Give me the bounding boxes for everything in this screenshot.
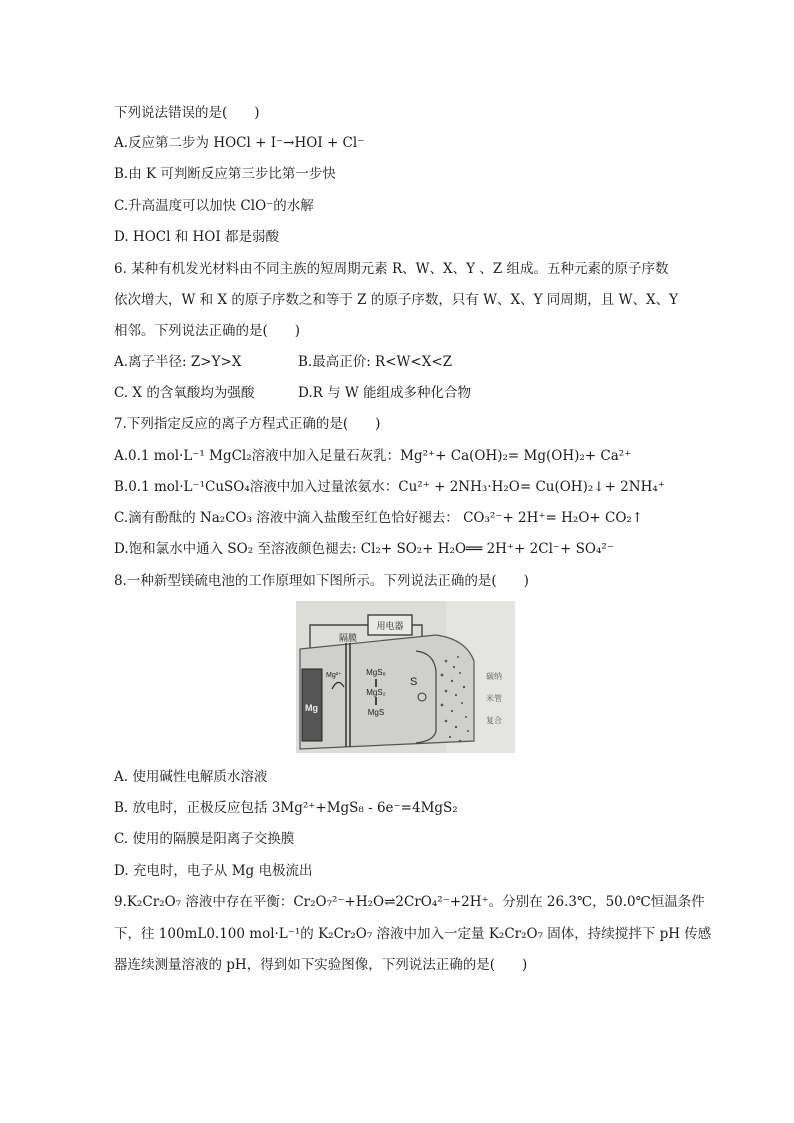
electrode-label: Mg: [305, 703, 318, 713]
right-label: 复合: [486, 716, 502, 725]
q6-stem-line1: 6. 某种有机发光材料由不同主族的短周期元素 R、W、X、Y 、Z 组成。五种元素的原子序数: [114, 261, 669, 277]
membrane-label: 隔膜: [338, 633, 358, 643]
q6-stem-line2: 依次增大，W 和 X 的原子序数之和等于 Z 的原子序数，只有 W、X、Y 同周期，且 W、X、Y: [114, 292, 678, 308]
q7-option-c: C.滴有酚酞的 Na₂CO₃ 溶液中滴入盐酸至红色恰好褪去： CO₃²⁻+ 2H⁺= H₂O+ CO₂↑: [114, 510, 644, 526]
species-label: MgS₂: [366, 688, 386, 697]
q6-option-d: D.R 与 W 能组成多种化合物: [298, 385, 472, 401]
right-label: 碳纳: [486, 672, 502, 681]
q5-option-d: D. HOCl 和 HOI 都是弱酸: [114, 229, 279, 245]
q7-option-b: B.0.1 mol·L⁻¹CuSO₄溶液中加入过量浓氨水：Cu²⁺ + 2NH₃·H₂O= Cu(OH)₂↓+ 2NH₄⁺: [114, 479, 665, 495]
q8-option-a: A. 使用碱性电解质水溶液: [114, 769, 268, 785]
q8-option-c: C. 使用的隔膜是阳离子交换膜: [114, 831, 295, 847]
q5-option-a: A.反应第二步为 HOCl + I⁻→HOI + Cl⁻: [114, 135, 365, 151]
sulfur-label: S: [410, 676, 418, 688]
q8-option-d: D. 充电时，电子从 Mg 电极流出: [114, 863, 313, 879]
species-label: MgS₈: [366, 668, 386, 677]
q8-stem: 8.一种新型镁硫电池的工作原理如下图所示。下列说法正确的是( ): [114, 573, 529, 589]
q6-option-b: B.最高正价: R<W<X<Z: [298, 354, 453, 370]
q9-stem-line2: 下，往 100mL0.100 mol·L⁻¹的 K₂Cr₂O₇ 溶液中加入一定量 K₂Cr₂O₇ 固体，持续搅拌下 pH 传感: [114, 926, 712, 942]
q5-option-b: B.由 K 可判断反应第三步比第一步快: [114, 166, 336, 182]
battery-diagram: [296, 601, 515, 753]
q5-option-c: C.升高温度可以加快 ClO⁻的水解: [114, 198, 314, 214]
q6-option-c: C. X 的含氧酸均为强酸: [114, 385, 255, 401]
q7-option-d: D.饱和氯水中通入 SO₂ 至溶液颜色褪去: Cl₂+ SO₂+ H₂O══ 2H⁺+ 2Cl⁻+ SO₄²⁻: [114, 541, 614, 557]
q5-stem: 下列说法错误的是( ): [114, 105, 260, 121]
q6-option-a: A.离子半径: Z>Y>X: [114, 354, 242, 370]
q9-stem-line1: 9.K₂Cr₂O₇ 溶液中存在平衡：Cr₂O₇²⁻+H₂O⇌2CrO₄²⁻+2H⁺。分别在 26.3℃，50.0℃恒温条件: [114, 894, 705, 910]
right-label: 米管: [486, 694, 502, 703]
species-label: MgS: [367, 708, 385, 717]
q7-stem: 7.下列指定反应的离子方程式正确的是( ): [114, 416, 381, 432]
q7-option-a: A.0.1 mol·L⁻¹ MgCl₂溶液中加入足量石灰乳：Mg²⁺+ Ca(OH)₂= Mg(OH)₂+ Ca²⁺: [114, 448, 632, 464]
q6-stem-line3: 相邻。下列说法正确的是( ): [114, 323, 301, 339]
device-label: 用电器: [376, 621, 404, 631]
q9-stem-line3: 器连续测量溶液的 pH，得到如下实验图像，下列说法正确的是( ): [114, 957, 528, 973]
q8-option-b: B. 放电时，正极反应包括 3Mg²⁺+MgS₈ - 6e⁻=4MgS₂: [114, 800, 458, 816]
ion-label: Mg²⁺: [326, 672, 342, 679]
